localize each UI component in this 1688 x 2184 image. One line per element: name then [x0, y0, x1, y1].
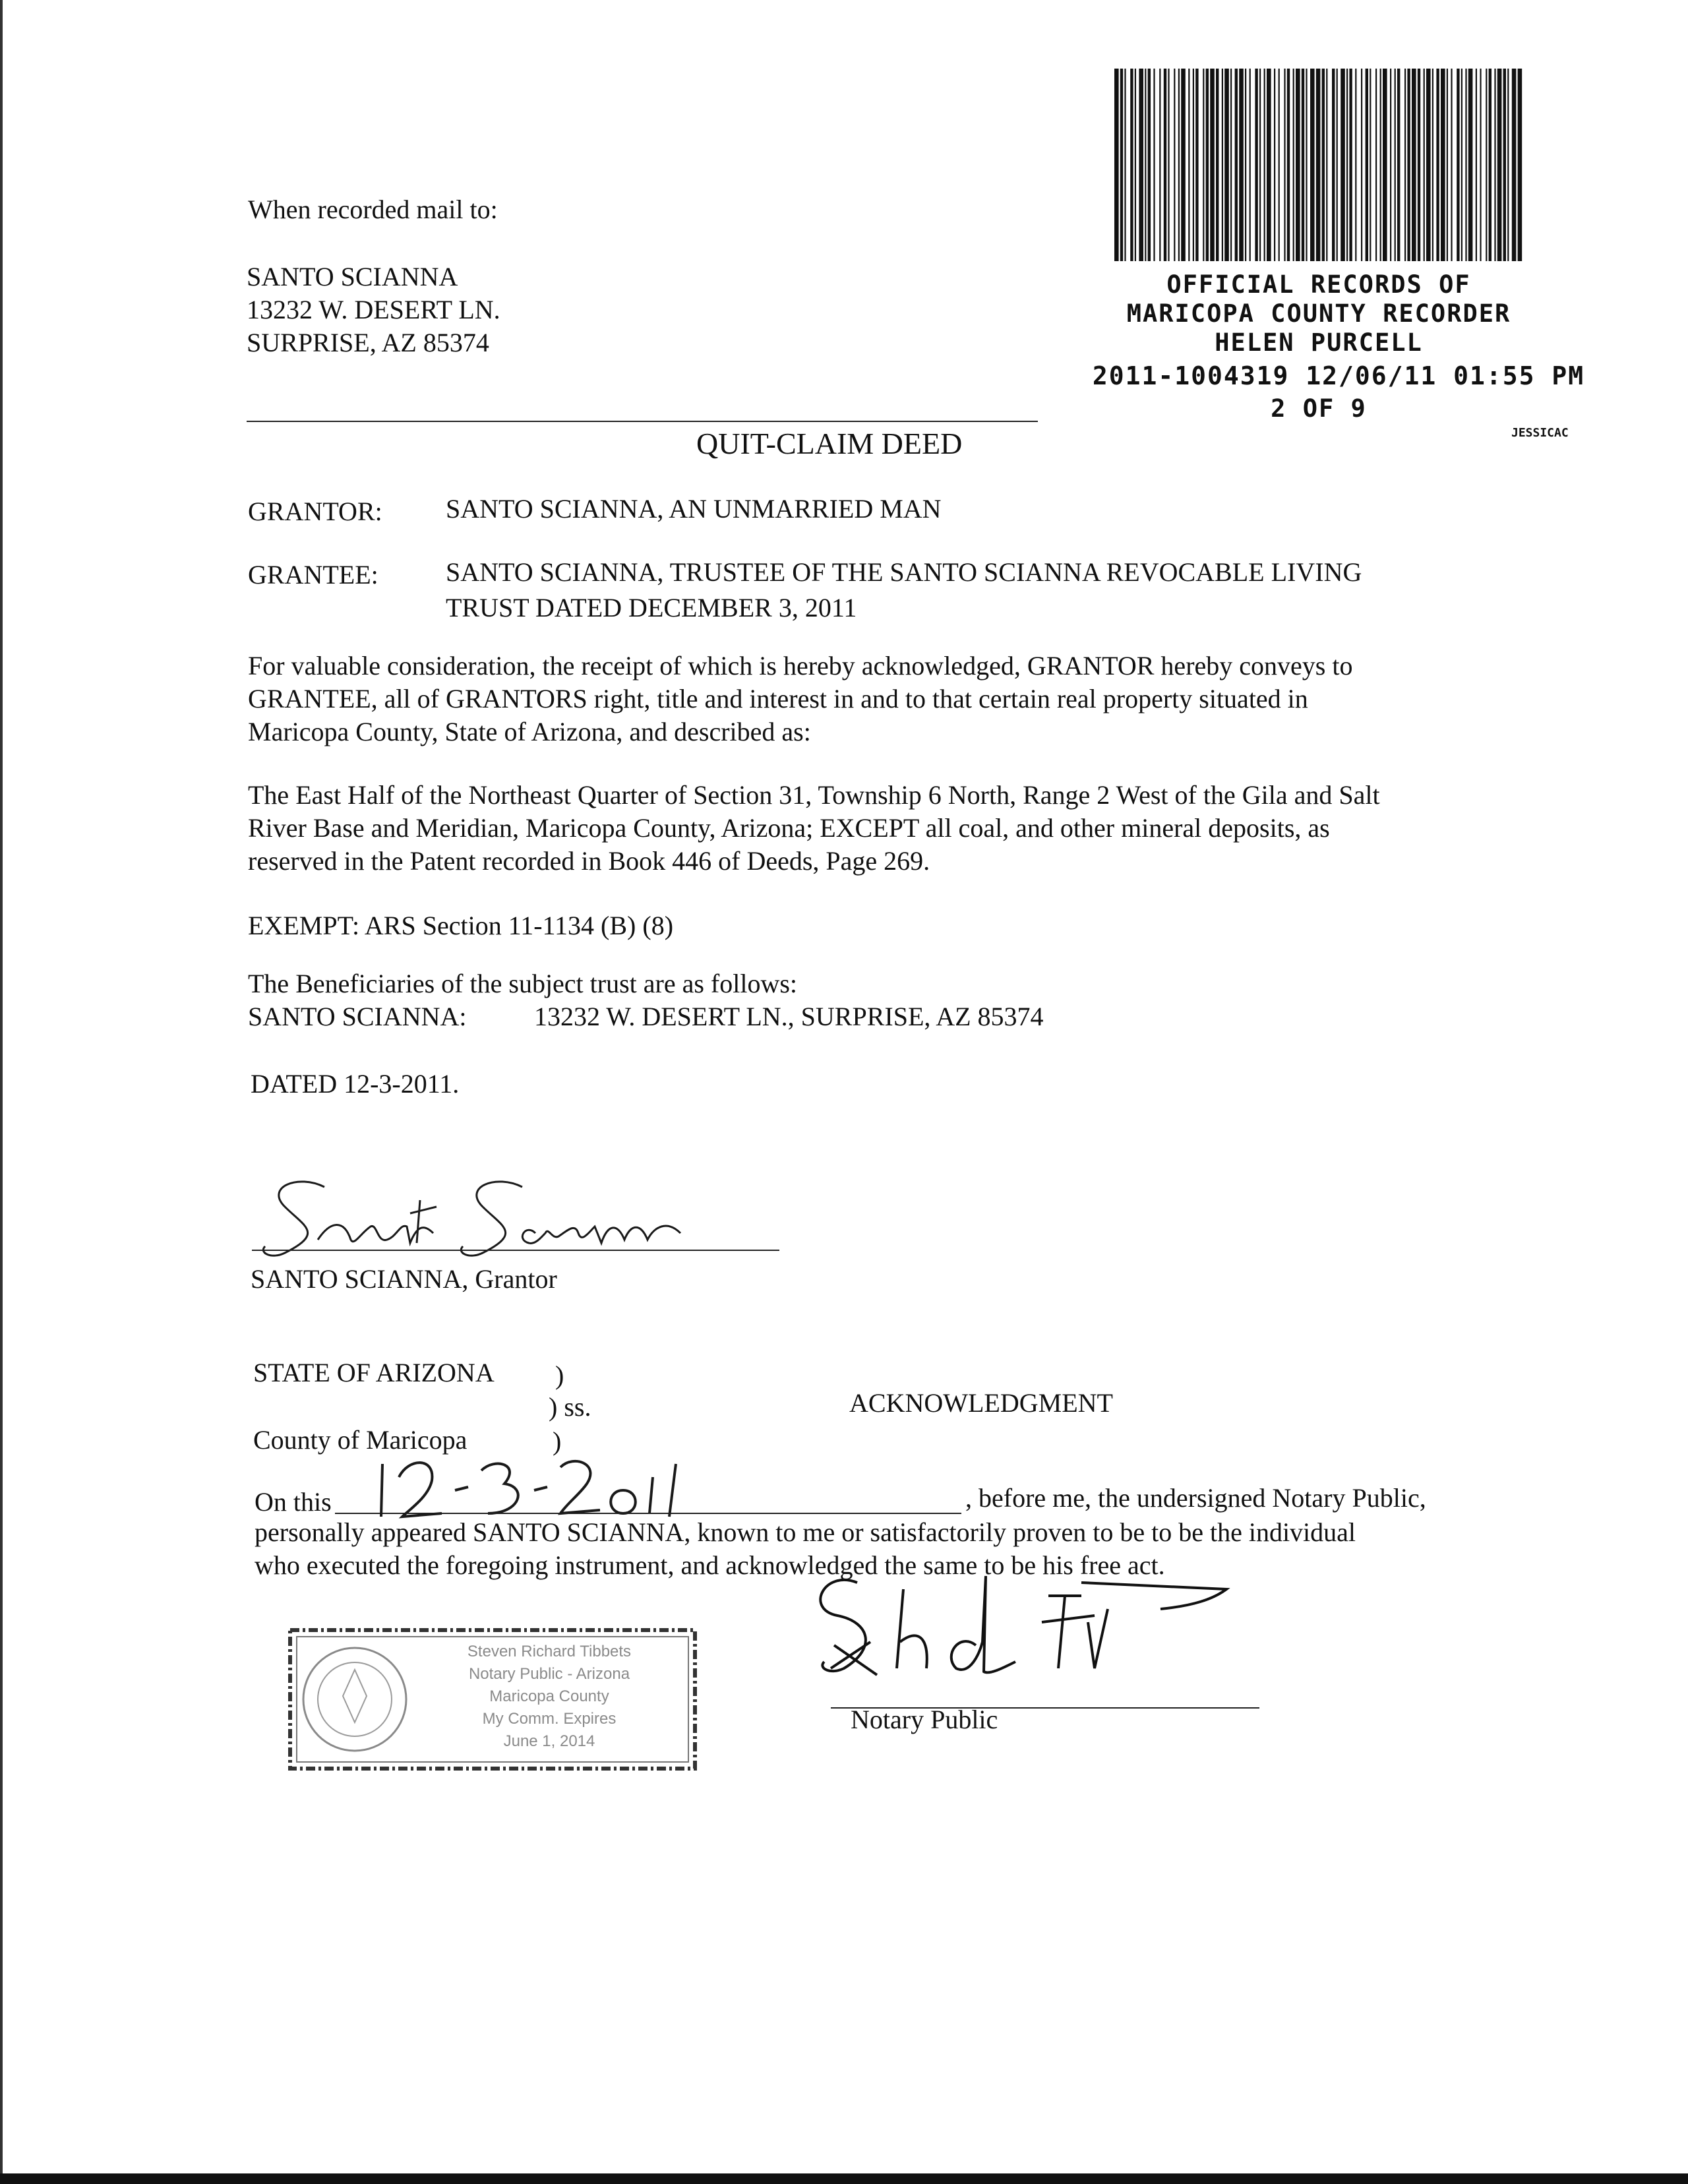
mail-to-name: SANTO SCIANNA [247, 262, 458, 291]
recorder-line-2: MARICOPA COUNTY RECORDER [1126, 299, 1511, 328]
notary-seal-stamp [282, 1623, 704, 1775]
handwritten-date [369, 1451, 738, 1523]
seal-line-3: Maricopa County [489, 1687, 609, 1705]
notary-signature [804, 1569, 1266, 1714]
grantor-label: GRANTOR: [248, 497, 382, 526]
scan-bottom-edge [0, 2173, 1688, 2184]
beneficiary-name: SANTO SCIANNA: [248, 1002, 467, 1031]
seal-line-5: June 1, 2014 [503, 1732, 595, 1750]
notary-public-caption: Notary Public [851, 1705, 998, 1734]
ack-on-this: On this [255, 1487, 332, 1517]
consideration-line-1: For valuable consideration, the receipt of which is hereby acknowledged, GRANTOR hereby conveys to [248, 651, 1353, 681]
legal-description-line-3: reserved in the Patent recorded in Book 446 of Deeds, Page 269. [248, 846, 930, 876]
exemption-citation: EXEMPT: ARS Section 11-1134 (B) (8) [248, 911, 674, 940]
legal-description-line-2: River Base and Meridian, Maricopa County, Arizona; EXCEPT all coal, and other mineral deposits, as [248, 813, 1330, 843]
scan-left-edge [0, 0, 3, 2184]
seal-line-4: My Comm. Expires [482, 1710, 617, 1728]
ack-line-3: who executed the foregoing instrument, and acknowledged the same to be his free act. [255, 1550, 1165, 1580]
recorder-line-1: OFFICIAL RECORDS OF [1166, 270, 1471, 299]
beneficiaries-intro: The Beneficiaries of the subject trust are as follows: [248, 969, 798, 998]
mail-to-address-line1: 13232 W. DESERT LN. [247, 295, 500, 324]
deed-title: QUIT-CLAIM DEED [696, 427, 963, 460]
ack-line-2: personally appeared SANTO SCIANNA, known to me or satisfactorily proven to be to be the individual [255, 1517, 1356, 1547]
ack-paren-3: ) [553, 1426, 562, 1456]
recorder-clerk-id: JESSICAC [1511, 426, 1569, 440]
recorder-line-3: HELEN PURCELL [1215, 328, 1423, 357]
seal-line-2: Notary Public - Arizona [468, 1665, 630, 1683]
grantee-value-line1: SANTO SCIANNA, TRUSTEE OF THE SANTO SCIANNA REVOCABLE LIVING [446, 557, 1362, 587]
grantor-signature [245, 1161, 786, 1266]
mail-to-address-line2: SURPRISE, AZ 85374 [247, 328, 489, 357]
ack-state: STATE OF ARIZONA [253, 1358, 495, 1387]
ack-county: County of Maricopa [253, 1425, 467, 1455]
dated-line: DATED 12-3-2011. [251, 1069, 460, 1099]
recording-number-datetime: 2011-1004319 12/06/11 01:55 PM [1092, 361, 1585, 390]
grantor-signature-caption: SANTO SCIANNA, Grantor [251, 1264, 557, 1294]
recording-barcode [1112, 69, 1526, 261]
ack-before-me: , before me, the undersigned Notary Public, [965, 1483, 1426, 1513]
recording-page-count: 2 OF 9 [1271, 394, 1367, 423]
consideration-line-2: GRANTEE, all of GRANTORS right, title and interest in and to that certain real property situated in [248, 684, 1308, 713]
grantee-value-line2: TRUST DATED DECEMBER 3, 2011 [446, 593, 857, 622]
beneficiary-address: 13232 W. DESERT LN., SURPRISE, AZ 85374 [534, 1002, 1044, 1031]
legal-description-line-1: The East Half of the Northeast Quarter of Section 31, Township 6 North, Range 2 West of the Gila and Salt [248, 780, 1380, 810]
consideration-line-3: Maricopa County, State of Arizona, and described as: [248, 717, 811, 746]
grantee-label: GRANTEE: [248, 560, 378, 590]
seal-line-1: Steven Richard Tibbets [467, 1643, 632, 1660]
title-rule [247, 421, 1038, 422]
ack-paren-1: ) [555, 1360, 564, 1390]
ack-ss: ) ss. [549, 1392, 591, 1422]
ack-heading: ACKNOWLEDGMENT [849, 1388, 1113, 1418]
grantor-value: SANTO SCIANNA, AN UNMARRIED MAN [446, 494, 942, 524]
mail-to-label: When recorded mail to: [248, 195, 498, 224]
